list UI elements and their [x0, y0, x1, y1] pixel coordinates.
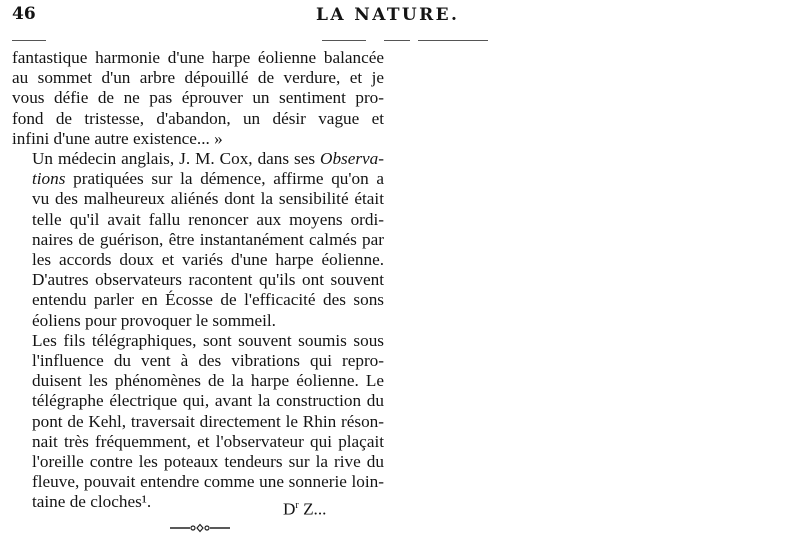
text-line [12, 169, 384, 189]
text-line: taine de cloches¹. [32, 492, 152, 512]
running-title: LA NATURE. [316, 5, 460, 25]
text-line: fleuve, pouvait entendre comme une sonnerie loin- [32, 472, 384, 492]
text-line: les accords doux et variés d'une harpe éolienne. [32, 250, 384, 270]
text-fragment: pratiquées sur la démence, affirme qu'on a [65, 169, 384, 189]
text-line: l'influence du vent à des vibrations qui repro- [32, 351, 384, 371]
text-line: duisent les phénomènes de la harpe éolienne. Le [32, 371, 384, 391]
text-line: infini d'une autre existence... » [12, 128, 223, 148]
italic-text: Observa- [320, 149, 384, 169]
text-line: Les fils télégraphiques, sont souvent soumis sous [32, 330, 384, 350]
paragraph-3 [12, 331, 384, 513]
signature-prefix: D [283, 499, 296, 519]
text-line: vu des malheureux aliénés dont la sensibilité était [32, 189, 384, 209]
text-line [12, 149, 384, 169]
paragraph-1 [12, 48, 384, 149]
author-signature [283, 496, 326, 520]
italic-text: tions [32, 169, 66, 189]
text-line: naires de guérison, être instantanément calmés par [32, 229, 384, 249]
text-line: entendu parler en Écosse de l'efficacité des sons [32, 290, 384, 310]
paragraph-2 [12, 149, 384, 331]
text-line: D'autres observateurs racontent qu'ils ont souvent [32, 270, 384, 290]
text-line: l'oreille contre les poteaux tendeurs sur la rive du [32, 452, 384, 472]
text-line: au sommet d'un arbre dépouillé de verdure, et je [12, 68, 384, 88]
text-column [12, 48, 384, 513]
text-fragment: Un médecin anglais, J. M. Cox, dans ses [32, 149, 321, 169]
text-line: télégraphe électrique qui, avant la construction du [32, 391, 384, 411]
text-line: fond de tristesse, d'abandon, un désir vague et [12, 108, 384, 128]
header-rule [384, 40, 410, 41]
text-line: fantastique harmonie d'une harpe éolienne balancée [12, 48, 384, 67]
text-line: pont de Kehl, traversait directement le Rhin réson- [32, 411, 384, 431]
header-rule [418, 40, 488, 41]
header-rule [12, 40, 46, 41]
ornament-circle [205, 526, 209, 530]
text-line: vous défie de ne pas éprouver un sentiment pro- [12, 88, 384, 108]
signature-superscript: r [295, 500, 299, 511]
text-line: éoliens pour provoquer le sommeil. [32, 310, 276, 330]
text-line: nait très fréquemment, et l'observateur qui plaçait [32, 431, 384, 451]
ornament-diamond [197, 525, 203, 532]
ornament-circle [191, 526, 195, 530]
signature-name: Z... [298, 499, 327, 519]
page-number: 46 [12, 4, 36, 24]
text-line: telle qu'il avait fallu renoncer aux moyens ordi- [32, 209, 384, 229]
ornament-divider [170, 522, 230, 534]
header-rule [322, 40, 366, 41]
